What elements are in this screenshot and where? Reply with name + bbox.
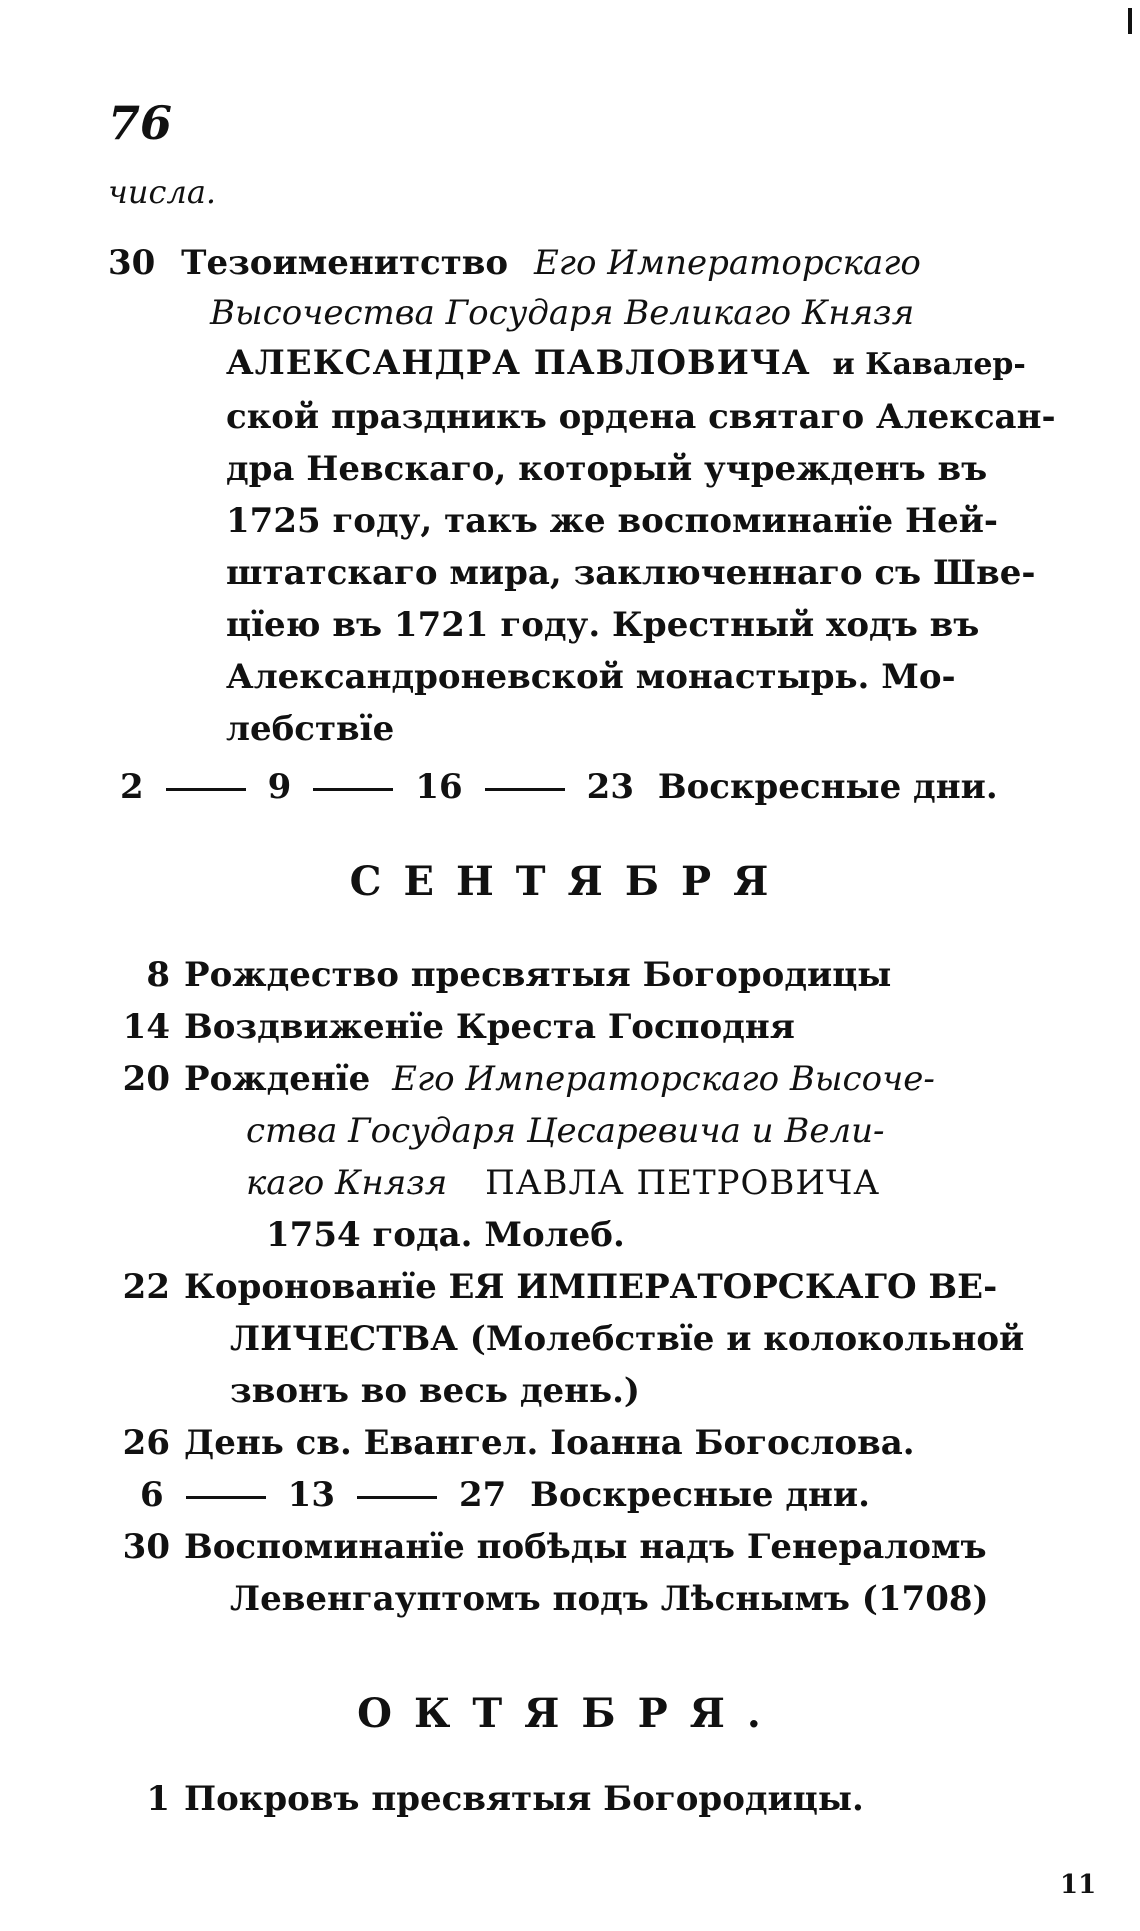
entry-sep-22-line-1: 22 Коронованїе ЕЯ ИМПЕРАТОРСКАГО ВЕ- (108, 1270, 997, 1304)
entry-day-number: 1 (146, 1779, 170, 1819)
entry-day-number: 22 (122, 1267, 170, 1307)
entry-sep-8: 8 Рождество пресвятыя Богородицы (120, 958, 891, 992)
entry-aug-30-line-10: лебствїе (226, 709, 395, 749)
intro-text: числа. (108, 173, 217, 211)
entry-sep-20-line-2: ства Государя Цесаревича и Вели- (246, 1111, 885, 1151)
entry-sep-30-line-1: 30 Воспоминанїе побѣды надъ Генераломъ (108, 1530, 987, 1564)
entry-aug-30-line-9: Александроневской монастырь. Мо- (226, 657, 956, 697)
sundays-september: 6 13 27 Воскресные дни. (140, 1475, 870, 1515)
entry-aug-30-line-6: 1725 году, такъ же воспоминанїе Ней- (226, 501, 999, 541)
entry-aug-30-line-4: ской праздникъ ордена святаго Алексан- (226, 397, 1056, 437)
entry-sep-22-line-2: ЛИЧЕСТВА (Молебствїе и колокольной (230, 1319, 1025, 1359)
sundays-august: 2 9 16 23 Воскресные дни. (120, 767, 998, 807)
dash-separator (313, 788, 393, 791)
entry-aug-30-line-2: Высочества Государя Великаго Князя (210, 293, 915, 333)
entry-sep-26: 26 День св. Евангел. Іоанна Богослова. (108, 1426, 915, 1460)
dash-separator (186, 1496, 266, 1499)
entry-sep-30-line-2: Левенгауптомъ подъ Лѣснымъ (1708) (230, 1579, 989, 1619)
entry-aug-30-line-7: штатскаго мира, заключеннаго съ Шве- (226, 553, 1036, 593)
entry-sep-14: 14 Воздвиженїе Креста Господня (120, 1010, 795, 1044)
entry-oct-1: 1 Покровъ пресвятыя Богородицы. (140, 1782, 864, 1816)
page-number: 76 (108, 96, 173, 150)
dash-separator (357, 1496, 437, 1499)
entry-sep-20-line-3: каго Князя ПАВЛА ПЕТРОВИЧА (246, 1163, 881, 1203)
entry-aug-30-line-5: дра Невскаго, который учрежденъ въ (226, 449, 988, 489)
entry-day-number: 30 (122, 1527, 170, 1567)
entry-day-number: 26 (122, 1423, 170, 1463)
entry-sep-20-line-1: 20 Рожденїе Его Императорскаго Высоче- (120, 1062, 935, 1096)
entry-sep-20-line-4: 1754 года. Молеб. (266, 1215, 625, 1255)
entry-aug-30-line-3: АЛЕКСАНДРА ПАВЛОВИЧА и Кавалер- (226, 343, 1026, 383)
entry-day-number: 20 (122, 1059, 170, 1099)
entry-sep-22-line-3: звонъ во весь день.) (230, 1371, 640, 1411)
signature-mark: 11 (1060, 1870, 1097, 1900)
edge-mark (1128, 8, 1132, 34)
month-heading-september: СЕНТЯБРЯ (349, 858, 791, 905)
entry-day-number: 30 (108, 243, 156, 283)
month-heading-october: ОКТЯБРЯ. (357, 1690, 783, 1737)
entry-day-number: 14 (122, 1007, 170, 1047)
entry-day-number: 8 (146, 955, 170, 995)
dash-separator (166, 788, 246, 791)
entry-aug-30-line-1: 30 Тезоименитство Его Императорскаго (108, 243, 921, 283)
entry-aug-30-line-8: цїею въ 1721 году. Крестный ходъ въ (226, 605, 980, 645)
dash-separator (485, 788, 565, 791)
